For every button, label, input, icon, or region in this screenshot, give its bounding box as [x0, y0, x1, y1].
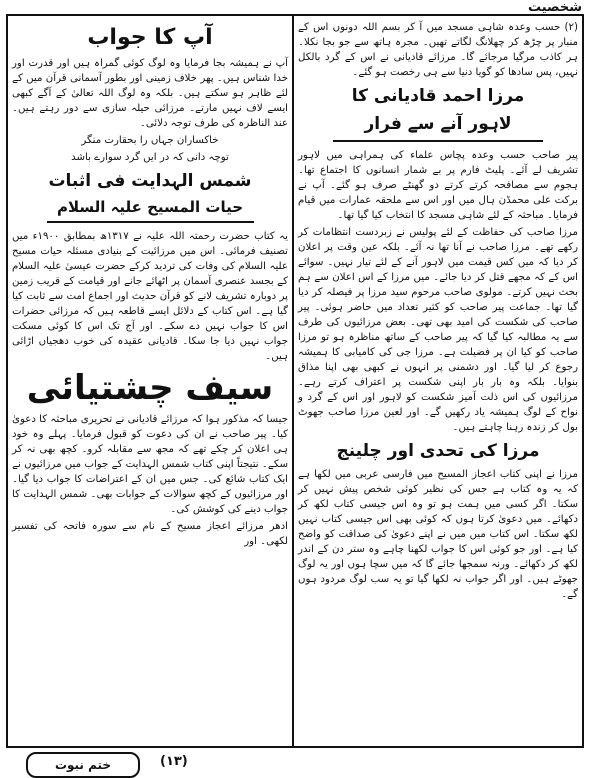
left-heading-4: سیف چشتیائی	[26, 368, 274, 408]
left-heading-3: حیات المسیح علیہ السلام	[56, 198, 244, 216]
right-paragraph-2: پیر صاحب حسب وعدہ پچاس علماء کی ہمراہی میں لاہور تشریف لے آئے۔ پلیٹ فارم پر بے شمار انسانوں کا اجتماع تھا۔ ہجوم سے مصافحہ کرتے کرتے دو گھنٹے صرف ہو گئے۔ آپ نے برکت علی محمڈن ہال میں اور اس سے ملحقہ عمارات میں قیام فرمایا۔ مباحثہ کے لئے شاہی مسجد کا انتخاب کیا گیا تھا۔	[298, 150, 578, 221]
verse-line-1: خاکساران جہاں را بحقارت منگر	[81, 135, 219, 146]
right-paragraph-4: مرزا نے اپنی کتاب اعجاز المسیح میں فارسی عربی میں لکھا ہے کہ یہ وہ کتاب ہے جس کی نظیر کوئی شخص پیش نہیں کر سکتا۔ اگر کسی میں ہمت ہو تو وہ اس جیسی کتاب لکھ کر دکھائے۔ میں دعویٰ کرتا ہوں کہ کوئی بھی اس جیسی کتاب نہیں لکھ سکتا۔ اس کتاب میں میں نے اپنے دعویٰ کی صداقت کو واضح کیا ہے۔ اور جو کوئی اس کا جواب لکھنا چاہے وہ ستر دن کے اندر لکھ کر دکھائے۔ ورنہ سمجھا جائے گا کہ میں سچا ہوں اور یہ لوگ جھوٹے ہیں۔ اور اگر جواب نہ لکھا گیا تو یہ سب لوگ مردود ہوں گے۔	[298, 469, 578, 600]
right-paragraph-1: (۲) حسب وعدہ شاہی مسجد میں آ کر بسم اللہ دونوں اس کے منبار پر چڑھ کر چھلانگ لگاتے تھیں۔ مجرہ ہاتھ سے جو بجا نکلا۔ ہر کاذب مرگیا مرجائے گا۔ مرزائے قادیانی نے اس کے گرد بالکل نہیں، پس سادھا کو گویا دنیا سے ہی رخصت ہو گئے۔	[298, 22, 578, 78]
column-divider	[292, 14, 294, 748]
right-heading-2: لاہور آنے سے فرار	[364, 114, 512, 134]
right-heading-1: مرزا احمد قادیانی کا	[351, 86, 525, 106]
left-paragraph-2: یہ کتاب حضرت رحمتہ اللہ علیہ نے ۱۳۱۷ھ بمطابق ۱۹۰۰ء میں تصنیف فرمائی۔ اس میں مرزائیت کے بنیادی مسئلہ حیات مسیح علیہ السلام کی وفات کی تردید کرکے حضرت عیسیٰ علیہ السلام کے بجسد عنصری آسمان پر اٹھائے جانے اور قیامت کے قریب زمین پر دوبارہ تشریف لانے کو قرآن حدیث اور اجماع امت سے ثابت کیا گیا ہے۔ اس کتاب کے دلائل ایسے قاطعہ ہیں کہ مرزائی حضرات اس کا جواب نہیں دے سکے۔ اور آج تک اس کا کوئی مسکت جواب نہیں دیا جا سکا۔ قادیانی عقیدہ کی خوب دھجیاں اڑائی ہیں۔	[12, 231, 288, 362]
left-paragraph-1: آپ نے ہمیشہ بجا فرمایا وہ لوگ کوئی گمراہ ہیں اور قدرت اور خدا شناس ہیں۔ پھر خلاف زمینی اور بطور آسمانی قرآن میں کے لئے ظاہر ہو سکتے ہیں۔ بلکہ وہ لوگ اللہ تعالیٰ کے آگے کبھی ایسے لاف نہیں مارتے۔ مرزائی حیلہ سازی سے دور رہتے ہیں۔ عند الناظرہ کی طرف توجہ دلائی۔	[12, 58, 288, 129]
verse-line-2: توچہ دانی کہ در ایں گرد سوارے باشد	[71, 152, 229, 163]
left-column	[12, 20, 288, 551]
heading-underline	[47, 221, 254, 223]
right-heading-3: مرزا کی تحدی اور چلینج	[336, 441, 540, 461]
right-column	[298, 20, 578, 604]
left-paragraph-4: ادھر مرزائے اعجاز مسیح کے نام سے سورہ فاتحہ کی تفسیر لکھی۔ اور	[12, 521, 288, 547]
magazine-logo: ختم نبوت	[26, 752, 140, 778]
heading-underline	[333, 140, 543, 142]
left-paragraph-3: جیسا کہ مذکور ہوا کہ مرزائے قادیانی نے تحریری مباحثہ کا دعویٰ کیا۔ پیر صاحب نے ان کی دعوت کو قبول فرمایا۔ پہلے وہ خود ہی اعلان کر چکے تھے کہ مجھ سے مقابلہ کرو۔ کچھ بھی نہ کر سکے۔ نتیجتاً اپنی کتاب شمس الہدایت کے جواب میں مرزائیوں نے ایک کتاب شائع کی۔ جس میں ان کے اعتراضات کا جواب دیا گیا۔ اور مرزائیوں کے کچھ سوالات کے جوابات بھی۔ شمس الہدایت کا جواب دینے کی کوشش کی۔	[12, 414, 288, 515]
left-heading-1: آپ کا جواب	[87, 25, 213, 50]
page-header-title: شخصیت	[527, 0, 582, 15]
left-heading-2: شمس الہدایت فی اثبات	[48, 171, 252, 191]
right-paragraph-3: مرزا صاحب کی حفاظت کے لئے پولیس نے زبردست انتظامات کر رکھے تھے۔ مرزا صاحب نے آنا تھا نہ آئے۔ بلکہ عین وقت پر اعلان کر دیا کہ میں کس قیمت میں لاہور آنے کے لئے تیار نہیں۔ سوائے اس کے کہ مجھے قتل کر دیا جائے۔ میں مرزا کے اس اعلان سے ہم بحث نہیں کرتے۔ مولوی صاحب مرحوم سید مرزا پر فیصلہ کر دیا گیا تھا۔ جماعت پیر صاحب کو کثیر تعداد میں حاضر ہوئی۔ پیر صاحب کی شکست کی امید بھی تھی۔ بعض مرزائیوں کی طرف سے یہ مطالبہ کیا گیا کہ پیر صاحب کے ساتھ مناظرہ ہو تو مرزا صاحب کو کیا ان پر فضیلت ہے۔ مرزا جی کی کامیابی کا ہمیشہ رجوع کر لیا گیا۔ اور دشمنی پر انہوں نے کبھی بھی اپنا مذاق بنوایا۔ بلکہ وہ بار بار اپنی شکست پر اعتراف کرتے رہے۔ مرزائیوں کی اس ذلت آمیز شکست کو لاہور اور اس کے گرد و نواح کے لوگ ہمیشہ یاد رکھیں گے۔ اور لعین مرزا صاحب جھوٹ بول کر زندہ رہنا چاہتے ہیں۔	[298, 227, 578, 433]
page-number: (۱۳)	[160, 754, 188, 769]
